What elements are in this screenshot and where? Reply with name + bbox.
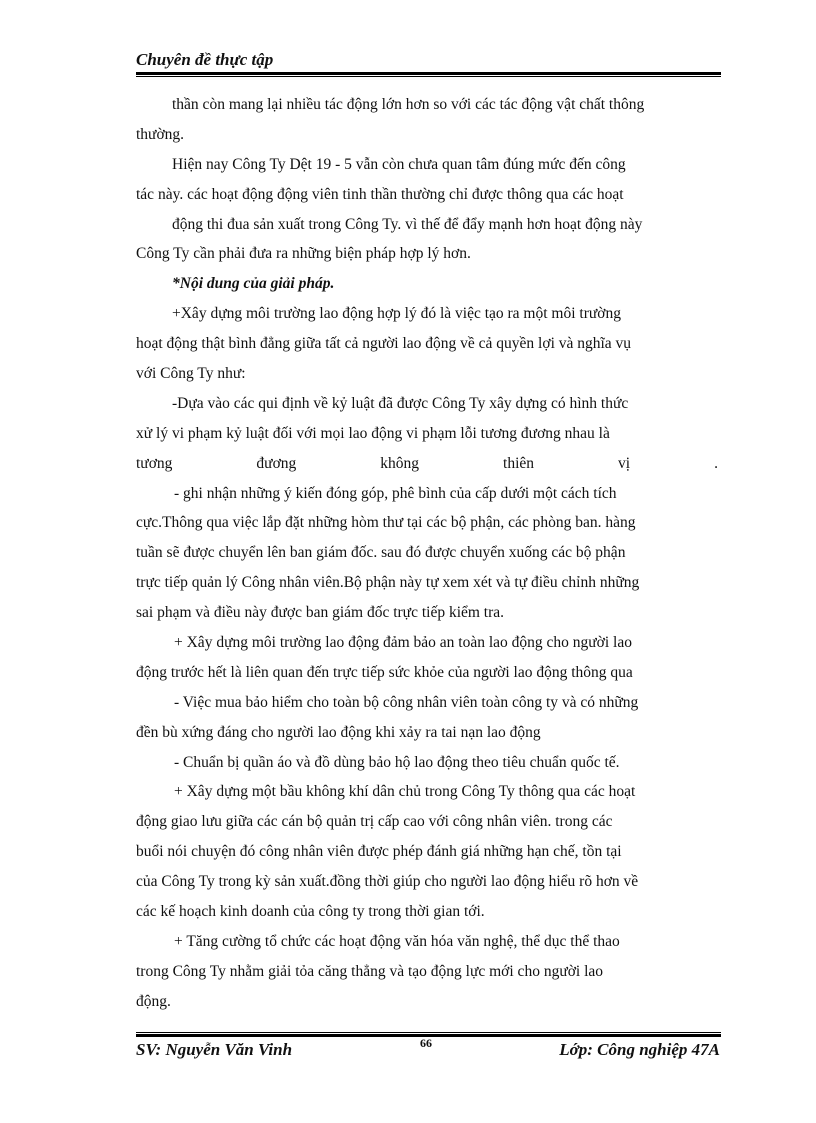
body-line: thường. xyxy=(136,125,185,143)
body-line: + Xây dựng môi trường lao động đảm bảo an toàn lao động cho người lao xyxy=(174,634,632,652)
body-line: xử lý vi phạm kỷ luật đối với mọi lao động vi phạm lỗi tương đương nhau là xyxy=(136,424,610,442)
body-line: động giao lưu giữa các cán bộ quản trị cấp cao với công nhân viên. trong các xyxy=(136,813,613,831)
footer-class-name: Lớp: Công nghiệp 47A xyxy=(559,1040,720,1059)
footer-student-name: SV: Nguyễn Văn Vinh xyxy=(136,1040,293,1059)
body-line: - Chuẩn bị quần áo và đồ dùng bảo hộ lao động theo tiêu chuẩn quốc tế. xyxy=(174,753,620,771)
body-line: - ghi nhận những ý kiến đóng góp, phê bình của cấp dưới một cách tích xyxy=(174,484,617,502)
body-line: động thi đua sản xuất trong Công Ty. vì thế để đẩy mạnh hơn hoạt động này xyxy=(172,215,643,233)
document-body xyxy=(136,90,718,1017)
body-line: động trước hết là liên quan đến trực tiếp sức khỏe của người lao động thông qua xyxy=(136,663,633,681)
body-line: trong Công Ty nhằm giải tỏa căng thẳng và tạo động lực mới cho người lao xyxy=(136,962,604,980)
page-number: 66 xyxy=(420,1036,432,1050)
body-line: Công Ty cần phải đưa ra những biện pháp hợp lý hơn. xyxy=(136,245,471,263)
body-line: Hiện nay Công Ty Dệt 19 - 5 vẫn còn chưa quan tâm đúng mức đến công xyxy=(172,155,626,173)
body-line: với Công Ty như: xyxy=(136,365,246,383)
header-divider xyxy=(136,72,721,77)
body-line: cực.Thông qua việc lắp đặt những hòm thư tại các bộ phận, các phòng ban. hàng xyxy=(136,514,636,532)
body-line: thần còn mang lại nhiều tác động lớn hơn so với các tác động vật chất thông xyxy=(172,96,645,113)
body-line: động. xyxy=(136,992,171,1010)
body-line: - Việc mua bảo hiểm cho toàn bộ công nhân viên toàn công ty và có những xyxy=(174,693,639,711)
body-line: hoạt động thật bình đẳng giữa tất cả người lao động về cả quyền lợi và nghĩa vụ xyxy=(136,335,632,353)
body-line: tuần sẽ được chuyển lên ban giám đốc. sau đó được chuyển xuống các bộ phận xyxy=(136,544,626,562)
section-subheading: *Nội dung của giải pháp. xyxy=(172,275,335,293)
page-header-title: Chuyên đề thực tập xyxy=(136,50,274,69)
body-line: trực tiếp quản lý Công nhân viên.Bộ phận này tự xem xét và tự điều chỉnh những xyxy=(136,574,640,592)
body-line: buổi nói chuyện đó công nhân viên được phép đánh giá những hạn chế, tồn tại xyxy=(136,843,622,861)
body-line: các kế hoạch kinh doanh của công ty trong thời gian tới. xyxy=(136,903,485,921)
body-line: + Xây dựng một bầu không khí dân chủ trong Công Ty thông qua các hoạt xyxy=(174,783,636,801)
body-line: đền bù xứng đáng cho người lao động khi xảy ra tai nạn lao động xyxy=(136,723,541,741)
body-line: tương đương không thiên vị . xyxy=(136,454,718,472)
body-line: +Xây dựng môi trường lao động hợp lý đó là việc tạo ra một môi trường xyxy=(172,305,621,323)
body-line: tác này. các hoạt động động viên tinh thần thường chỉ được thông qua các hoạt xyxy=(136,185,624,203)
body-line: + Tăng cường tổ chức các hoạt động văn hóa văn nghệ, thể dục thể thao xyxy=(174,932,620,950)
body-line: sai phạm và điều này được ban giám đốc trực tiếp kiểm tra. xyxy=(136,604,505,622)
body-line: -Dựa vào các qui định về kỷ luật đã được Công Ty xây dựng có hình thức xyxy=(172,394,629,412)
body-line: của Công Ty trong kỳ sản xuất.đồng thời giúp cho người lao động hiểu rõ hơn về xyxy=(136,873,639,891)
